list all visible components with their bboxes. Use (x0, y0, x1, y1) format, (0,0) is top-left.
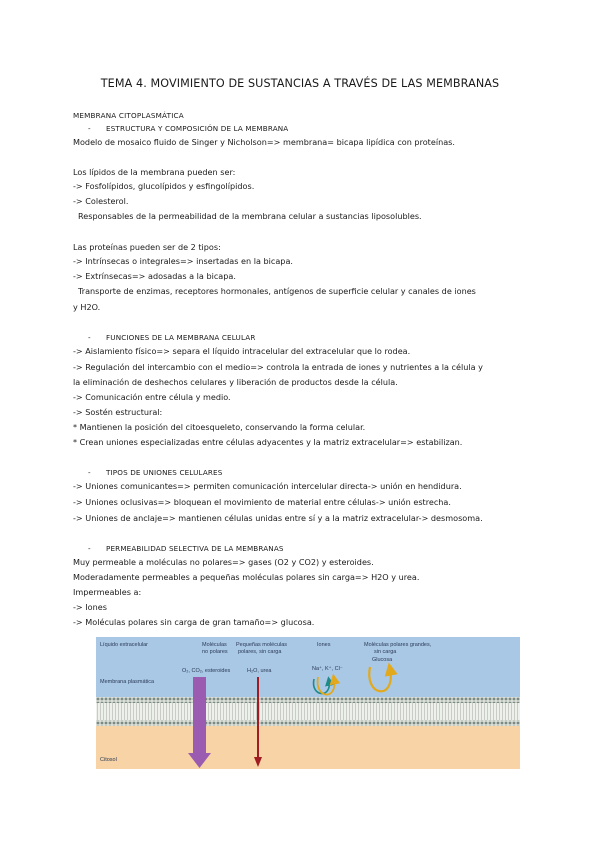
text-line: la eliminación de deshechos celulares y liberación de productos desde la célula. (73, 377, 398, 387)
small-polar-items: H₂O, urea (247, 668, 272, 674)
list-item: -> Regulación del intercambio con el medio=> controla la entrada de iones y nutrientes a la célula y (73, 362, 483, 372)
text-line: Muy permeable a moléculas no polares=> gases (O2 y CO2) y esteroides. (73, 557, 374, 567)
figure-canvas (96, 637, 520, 769)
heading-membrana: MEMBRANA CITOPLASMÁTICA (73, 111, 184, 120)
lipid-bilayer (96, 697, 520, 726)
membrane-label: Membrana plasmática (100, 679, 155, 685)
cytosol-label: Citosol (100, 757, 117, 763)
cytosol-region (96, 726, 520, 769)
text-line: Los lípidos de la membrana pueden ser: (73, 167, 236, 177)
nonpolar-items: O₂, CO₂, esteroides (182, 668, 231, 674)
section-heading-label: PERMEABILIDAD SELECTIVA DE LA MEMBRANAS (106, 544, 284, 553)
text-line: y H2O. (73, 302, 101, 312)
list-item: -> Uniones oclusivas=> bloquean el movimiento de material entre células-> unión estrecha. (73, 497, 451, 507)
nonpolar-title: Moléculas (202, 642, 227, 648)
list-item: -> Intrínsecas o integrales=> insertadas en la bicapa. (73, 256, 293, 266)
list-item: -> Comunicación entre célula y medio. (73, 392, 231, 402)
ions-title: Iones (317, 642, 331, 648)
section-heading-funciones: - FUNCIONES DE LA MEMBRANA CELULAR (88, 333, 256, 342)
small-polar-subtitle: polares, sin carga (238, 649, 282, 655)
list-item: * Crean uniones especializadas entre células adyacentes y la matriz extracelular=> estabilizan. (73, 437, 463, 447)
ions-items: Na⁺, K⁺, Cl⁻ (312, 666, 343, 672)
list-item: -> Aislamiento físico=> separa el líquido intracelular del extracelular que lo rodea. (73, 346, 411, 356)
section-heading-permeabilidad: - PERMEABILIDAD SELECTIVA DE LA MEMBRANAS (88, 544, 284, 553)
extracellular-region (96, 637, 520, 697)
list-item: -> Extrínsecas=> adosadas a la bicapa. (73, 271, 236, 281)
list-item: -> Sostén estructural: (73, 407, 163, 417)
text-line: Las proteínas pueden ser de 2 tipos: (73, 242, 221, 252)
small-polar-title: Pequeñas moléculas (236, 642, 288, 648)
list-item: * Mantienen la posición del citoesqueleto, conservando la forma celular. (73, 422, 366, 432)
text-line: Modelo de mosaico fluido de Singer y Nicholson=> membrana= bicapa lipídica con proteínas. (73, 137, 455, 147)
text-line: Moderadamente permeables a pequeñas moléculas polares sin carga=> H2O y urea. (73, 572, 420, 582)
section-heading-estructura: - ESTRUCTURA Y COMPOSICIÓN DE LA MEMBRANA (88, 124, 289, 133)
membrane-permeability-figure (96, 637, 520, 769)
section-heading-label: FUNCIONES DE LA MEMBRANA CELULAR (106, 333, 256, 342)
section-heading-label: ESTRUCTURA Y COMPOSICIÓN DE LA MEMBRANA (106, 124, 289, 133)
list-item: -> Iones (73, 602, 107, 612)
section-heading-uniones: - TIPOS DE UNIONES CELULARES (88, 468, 223, 477)
list-item: -> Uniones de anclaje=> mantienen células unidas entre sí y a la matriz extracelular-> desmosoma. (73, 513, 483, 523)
section-heading-label: TIPOS DE UNIONES CELULARES (106, 468, 223, 477)
large-polar-title: Moléculas polares grandes, (364, 642, 432, 648)
large-polar-subtitle: sin carga (374, 649, 397, 655)
list-item: -> Fosfolípidos, glucolípidos y esfingolípidos. (73, 181, 255, 191)
list-item: -> Colesterol. (73, 196, 129, 206)
list-item: -> Moléculas polares sin carga de gran tamaño=> glucosa. (73, 617, 315, 627)
page-title: TEMA 4. MOVIMIENTO DE SUSTANCIAS A TRAVÉS DE LAS MEMBRANAS (100, 77, 500, 90)
large-polar-items: Glucosa (372, 657, 393, 663)
list-item: -> Uniones comunicantes=> permiten comunicación intercelular directa-> unión en hendidura. (73, 481, 462, 491)
nonpolar-subtitle: no polares (202, 649, 228, 655)
text-line: Impermeables a: (73, 587, 142, 597)
extracellular-label: Líquido extracelular (100, 642, 149, 648)
text-line: Transporte de enzimas, receptores hormonales, antígenos de superficie celular y canales de iones (78, 286, 476, 296)
text-line: Responsables de la permeabilidad de la membrana celular a sustancias liposolubles. (78, 211, 422, 221)
